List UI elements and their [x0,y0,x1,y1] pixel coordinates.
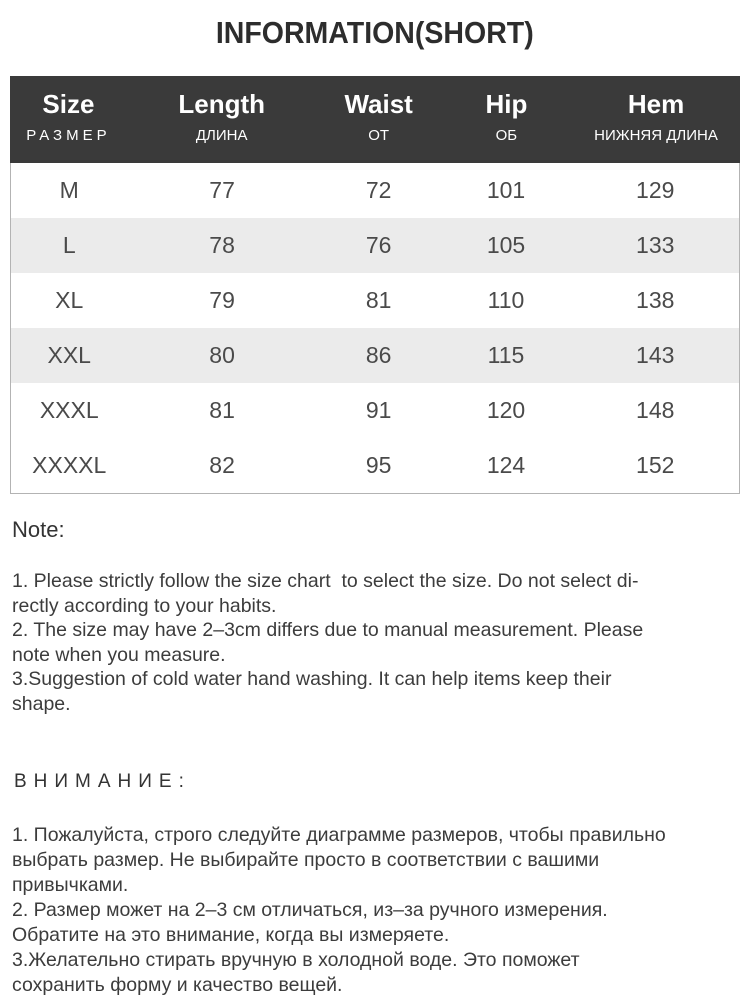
table-row-m [11,163,739,218]
column-header-waist-ru: ОТ [368,127,390,144]
cell-size: XXL [47,342,91,368]
cell-size: L [62,232,76,258]
cell-size: XXXL [39,397,99,423]
table-row-xxxl [11,383,739,438]
note-en-line: shape. [12,692,71,715]
cell-length: 78 [209,232,235,258]
notes-russian [12,823,740,998]
column-header-hip-ru: ОБ [495,127,518,144]
notes-english-heading: Note: [12,517,65,542]
cell-hem: 148 [636,397,675,423]
column-header-hem [572,76,740,163]
cell-length: 77 [209,177,235,203]
cell-waist: 76 [365,232,392,258]
page-title [0,0,750,51]
cell-length: 79 [209,287,235,313]
cell-hip: 115 [487,342,525,368]
cell-hem: 143 [636,342,675,368]
note-ru-line: 3.Желательно стирать вручную в холодной воде. Это поможет [12,949,580,971]
table-row-xxl [11,328,739,383]
table-row-xl [11,273,739,328]
cell-length: 82 [209,452,235,478]
column-header-size-en: Size [42,89,95,119]
column-header-hem-ru: НИЖНЯЯ ДЛИНА [594,127,718,144]
column-header-size [10,76,127,163]
cell-hem: 138 [636,287,675,313]
cell-hip: 110 [487,287,525,313]
cell-waist: 72 [365,177,392,203]
notes-russian-heading: ВНИМАНИЕ: [14,771,191,792]
note-ru-line: сохранить форму и качество вещей. [12,974,343,996]
cell-hip: 120 [486,397,526,423]
cell-size: XL [55,287,84,313]
note-ru-line: привычками. [12,874,129,896]
note-en-line: rectly according to your habits. [12,594,277,617]
cell-hip: 124 [486,452,526,478]
table-row-xxxxl [11,438,739,493]
size-chart-table [10,76,740,494]
column-header-hip-en: Hip [485,89,528,119]
note-en-line: note when you measure. [12,643,226,666]
cell-hem: 152 [636,452,675,478]
cell-hem: 133 [636,232,675,258]
note-ru-line: Обратите на это внимание, когда вы измеряете. [12,924,450,946]
cell-waist: 91 [365,397,392,423]
column-header-size-ru: РАЗМЕР [26,127,111,144]
notes-english [12,569,735,716]
size-chart-header-row [10,76,740,163]
cell-waist: 95 [365,452,392,478]
cell-hem: 129 [636,177,675,203]
note-en-line: 1. Please strictly follow the size chart to select the size. Do not select di- [12,570,639,592]
column-header-length-en: Length [178,89,266,119]
column-header-length [127,76,317,163]
column-header-waist-en: Waist [344,89,413,119]
cell-hip: 105 [486,232,526,258]
column-header-waist [317,76,441,163]
page-title-text: INFORMATION(SHORT) [216,15,534,50]
table-row-l [11,218,739,273]
cell-hip: 101 [486,177,526,203]
note-ru-line: 1. Пожалуйста, строго следуйте диаграмме размеров, чтобы правильно [12,824,666,846]
cell-size: M [59,177,79,203]
column-header-length-ru: ДЛИНА [195,127,248,144]
cell-waist: 81 [365,287,392,313]
column-header-hem-en: Hem [627,89,685,119]
cell-length: 81 [209,397,235,423]
note-ru-line: 2. Размер может на 2–3 см отличаться, из–за ручного измерения. [12,899,608,921]
note-en-line: 2. The size may have 2–3cm differs due to manual measurement. Please [12,619,644,641]
note-ru-line: выбрать размер. Не выбирайте просто в соответствии с вашими [12,849,600,871]
cell-waist: 86 [365,342,392,368]
note-en-line: 3.Suggestion of cold water hand washing. It can help items keep their [12,668,612,690]
cell-size: XXXXL [32,452,107,478]
cell-length: 80 [209,342,235,368]
column-header-hip [441,76,572,163]
